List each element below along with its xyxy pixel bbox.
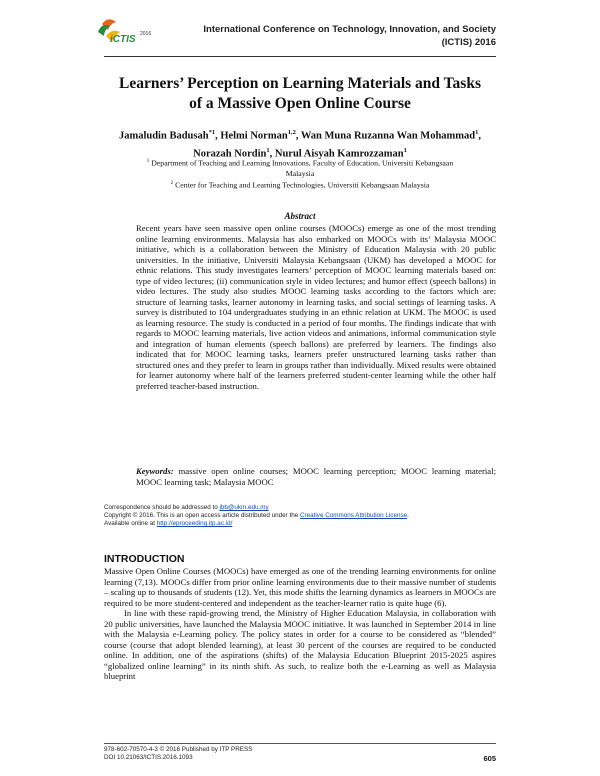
correspondence-block (104, 504, 496, 528)
logo-text: iCTIS (110, 34, 136, 45)
author-separator: , (269, 148, 275, 159)
isbn-text: 978-602-70570-4-3 © 2016 Published by ITP PRESS (104, 746, 253, 753)
abstract-heading: Abstract (284, 211, 316, 221)
author-line-1 (104, 126, 496, 144)
footer-publication-info (104, 746, 252, 762)
affiliation-text: Center for Teaching and Learning Technologies, Universiti Kebangsaan Malaysia (175, 180, 430, 190)
author-name: Norazah Nordin (193, 148, 267, 159)
author-name: Jamaludin Badusah (118, 130, 209, 142)
correspondence-label: Correspondence should be addressed to (104, 504, 220, 511)
title-line-2: of a Massive Open Online Course (189, 95, 411, 112)
author-name: Nurul Aisyah Kamrozzaman (274, 148, 404, 159)
author-name: Helmi Norman (220, 130, 288, 142)
affiliation-text: Department of Teaching and Learning Innovations, Faculty of Education, Universiti Kebangsaan (151, 158, 454, 168)
affiliation-text-cont: Malaysia (285, 168, 315, 178)
conference-line-2: (ICTIS) 2016 (441, 37, 496, 48)
affiliation-mark: 2 (170, 181, 174, 186)
abstract-body (136, 223, 496, 391)
author-list (104, 126, 496, 161)
title-line-1: Learners’ Perception on Learning Materials and Tasks (119, 75, 481, 92)
author-affiliation-mark: 1 (403, 146, 407, 154)
paper-title (104, 74, 496, 114)
keywords (136, 466, 496, 487)
affiliation-1 (104, 157, 496, 179)
conference-line-1: International Conference on Technology, Innovation, and Society (203, 24, 496, 35)
author-affiliation-mark: *1 (208, 129, 216, 136)
abstract-text: Recent years have seen massive open online courses (MOOCs) emerge as one of the most trending online learning environments. Malaysia has also embarked on MOOCs with its’ Malaysia MOOC initiative, which is a collaboration between the Ministry of Education Malaysia with 20 public universities. In the initiative, Universiti Malaysia Kebangsaan (UKM) has developed a MOOC for ethnic relations. This study investigates learners’ perception of MOOC learning materials based on: type of video lectures; (ii) communication style in video lectures; and humor effect (speech ballons) in video lectures. The study also studies MOOC learning tasks according to the factors which are: structure of learning tasks, learner autonomy in learning tasks, and social settings of learning tasks. A survey is distributed to 104 undergraduates studying in an ethnic relation at UKM. The MOOC is used as learning resource. The study is conducted in a period of four months. The findings indicate that with regards to MOOC learning materials, live action videos and animations, informal communication style and integration of human elements (speech ballons) are preferred by learners. The findings also indicated that for MOOC learning tasks, learners prefer unstructured learning tasks rather than structured ones and they prefer to learn in groups rather than individually. Mixed results were obtained for learner autonomy where half of the learners preferred student-center learning while the other half preferred teacher-based instruction. (136, 223, 496, 391)
available-online-label: Available online at (104, 520, 157, 527)
affiliation-2 (104, 179, 496, 191)
copyright-text: Copyright © 2016. This is an open access article distributed under the (104, 512, 300, 519)
author-affiliation-mark: 1 (266, 146, 270, 154)
doi-text: DOI 10.21063/ICTIS.2016.1093 (104, 754, 193, 761)
page-number: 605 (483, 754, 496, 763)
keywords-label: Keywords: (136, 466, 174, 476)
affiliation-mark: 1 (146, 159, 150, 164)
introduction-paragraph-2: In line with these rapid-growing trend, the Ministry of Higher Education Malaysia, in collaboration with 20 public universities, have launched the Malaysia MOOC initiative. It was launched in September 2014 in line with the Malaysia e-Learning policy. The policy states in order for a course to be considered as “blended” course (course that adopt blended learning), at least 30 percent of the courses are required to be conducted online. In addition, one of the aspirations (shifts) of the Malaysia Education Blueprint 2015-2025 aspires “globalized online learning” in its ninth shift. As such, to realize both the e-Learning as well as Malaysia blueprint (104, 608, 496, 681)
introduction-body (104, 566, 496, 682)
author-separator: , (478, 130, 482, 142)
introduction-heading: INTRODUCTION (104, 553, 185, 565)
correspondence-email-link[interactable]: jbb@ukm.edu.my (219, 504, 269, 511)
copyright-end: . (407, 512, 409, 519)
logo-year: 2016 (140, 31, 152, 37)
author-separator: , (215, 130, 221, 142)
proceedings-url-link[interactable]: http://eproceeding.itp.ac.id/ (156, 520, 233, 527)
author-affiliation-mark: 1,2 (287, 129, 296, 136)
author-affiliation-mark: 1 (475, 129, 479, 136)
author-separator: , (295, 130, 301, 142)
introduction-paragraph-1: Massive Open Online Courses (MOOCs) have emerged as one of the trending learning environments for online learning (7,13). MOOCs differ from prior online learning environments due to their massive number of students – scaling up to thousands of students (12). Yet, this mode shifts the learning dynamics as learners in MOOCs are required to be more student-centered and independent as the teacher-learner ratio is quite huge (6). (104, 566, 496, 608)
conference-name (196, 23, 496, 49)
license-link[interactable]: Creative Commons Attribution License (300, 512, 408, 519)
author-name: Wan Muna Ruzanna Wan Mohammad (300, 130, 476, 142)
header-divider (104, 56, 496, 57)
keywords-text: massive open online courses; MOOC learning perception; MOOC learning material; MOOC learning task; Malaysia MOOC (136, 466, 496, 487)
footer-divider (104, 743, 496, 744)
